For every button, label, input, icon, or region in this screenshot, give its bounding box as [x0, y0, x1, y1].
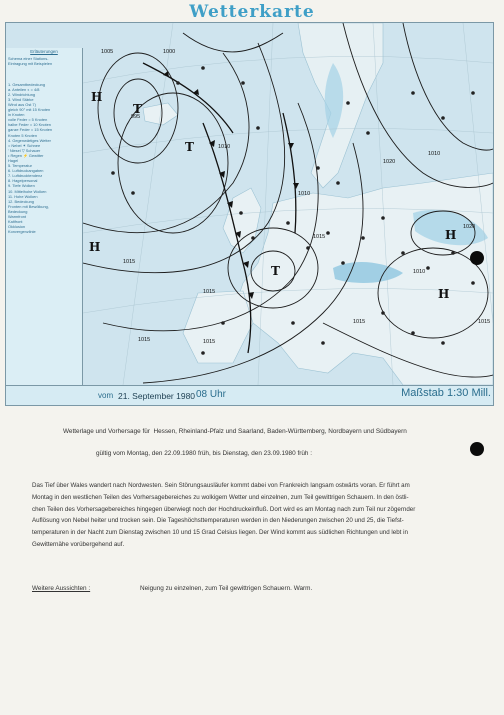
legend-line: = Nebel ✶ Schnee — [8, 142, 41, 148]
legend-line: Wind aus Ost 7) — [8, 101, 36, 107]
legend-line: ganze Feder = 15 Knoten — [8, 127, 53, 133]
pressure-label: 1015 — [203, 339, 216, 345]
pressure-label: 1020 — [463, 224, 476, 230]
legend-line: gleich 90° mit 15 Knoten — [8, 107, 51, 113]
pressure-label: 1015 — [203, 289, 216, 295]
footer-vom: vom — [98, 391, 114, 400]
legend-line: Eintragung mit Beispielen — [8, 61, 53, 67]
forecast-line: Auflösung von Nebel heiter und trocken sein. Die Tageshöchsttemperaturen werden in den Niederungen zwischen 20 und 25, die Tiefst- — [32, 517, 404, 525]
forecast-text — [32, 480, 472, 551]
high-pressure-center: H — [438, 287, 450, 301]
outlook-text: Neigung zu einzelnen, zum Teil gewittrigen Schauern. Warm. — [140, 585, 313, 592]
legend-line: Warmfront — [8, 214, 27, 219]
isobar-map — [83, 23, 493, 385]
legend-line: Hagel — [8, 157, 19, 163]
legend-line: halbe Feder = 10 Knoten — [8, 122, 51, 128]
map-date: 21. September 1980 — [118, 391, 196, 401]
map-legend — [6, 48, 83, 405]
pressure-label: 1010 — [413, 269, 426, 275]
pressure-label: 1015 — [138, 337, 151, 343]
pressure-label: 1005 — [101, 49, 114, 55]
map-title: Wetterkarte — [189, 2, 315, 22]
region-prefix: Wetterlage und Vorhersage für — [63, 428, 150, 435]
validity-line: gültig vom Montag, den 22.09.1980 früh, bis Dienstag, den 23.09.1980 früh : — [96, 450, 313, 457]
legend-line: 7. Luftdrucktendenz — [8, 173, 43, 179]
legend-line: Konvergenzlinie — [8, 229, 36, 235]
forecast-line: Gewitternähe vorübergehend auf. — [32, 540, 125, 548]
legend-line: 1. Gesamtbedeckung — [8, 81, 45, 87]
legend-heading: Erläuterungen — [30, 49, 58, 54]
legend-line: ' Niesel ▽ Schauer — [8, 147, 41, 153]
punch-hole-bottom — [470, 442, 484, 456]
legend-line: • Regen ⚡ Gewitter — [8, 152, 44, 158]
map-footer — [6, 385, 493, 406]
forecast-line: temperaturen in der Nacht zum Dienstag zwischen 10 und 15 Grad Celsius liegen. Der Wind kommt aus südlichen Richtungen und lebt in — [32, 529, 408, 537]
pressure-label: 1020 — [383, 159, 396, 165]
legend-line: Fronten mit Bewölkung, — [8, 203, 49, 209]
high-pressure-center: H — [445, 228, 457, 242]
low-pressure-center: T — [133, 102, 142, 116]
pressure-label: 1010 — [428, 151, 441, 157]
legend-line: volle Feder = 5 Knoten — [8, 117, 48, 123]
legend-line: Okklusion — [8, 224, 26, 230]
map-area — [83, 23, 493, 405]
punch-hole-top — [470, 251, 484, 265]
legend-line: Knoten 5 Knoten — [8, 132, 37, 138]
legend-line: 4. Gegenwärtiges Wetter — [8, 137, 51, 143]
legend-line: Kaltfront — [8, 219, 23, 225]
region-areas: Hessen, Rheinland-Pfalz und Saarland, Baden-Württemberg, Nordbayern und Südbayern — [153, 428, 407, 435]
pressure-label: 1010 — [298, 191, 311, 197]
high-pressure-center: H — [89, 240, 101, 254]
high-pressure-center: H — [91, 90, 103, 104]
legend-line: 11. Hohe Wolken — [8, 193, 38, 199]
pressure-label: 1010 — [218, 144, 231, 150]
forecast-line: chen Teilen des Vorhersagebereiches hingegen überwiegt noch der Hochdruckeinfluß. Dort wird es am Montag nach zum Teil nur zögernder — [32, 505, 416, 513]
low-pressure-center: T — [185, 140, 194, 154]
legend-line: 3. Wind Stärke — [8, 96, 34, 102]
legend-line: 8. Hagelpersonal — [8, 178, 38, 184]
pressure-label: 1000 — [163, 49, 176, 55]
forecast-line: Das Tief über Wales wandert nach Nordwesten. Sein Störungsausläufer kommt dabei von Frankreich langsam ostwärts voran. Er führt am — [32, 482, 410, 489]
legend-line: 6. Luftdruckangaben — [8, 168, 44, 174]
weather-map — [5, 22, 494, 406]
pressure-label: 1015 — [313, 234, 326, 240]
map-time: 08 Uhr — [196, 389, 227, 400]
legend-line: a. Anteilen ◐ = 4/8 — [8, 86, 40, 92]
legend-line: Schema einer Stations- — [8, 56, 49, 62]
legend-line: 5. Temperatur — [8, 163, 32, 169]
legend-line: 12. Bedeckung — [8, 198, 34, 204]
legend-line: 9. Tiefe Wolken — [8, 183, 35, 189]
pressure-label: 995 — [131, 114, 141, 120]
pressure-label: 1015 — [353, 319, 366, 325]
map-scale: Maßstab 1:30 Mill. — [401, 387, 491, 399]
legend-line: 10. Mittelhohe Wolken — [8, 188, 47, 194]
legend-line: Bedeckung — [8, 208, 28, 214]
outlook-label: Weitere Aussichten : — [32, 585, 91, 592]
low-pressure-center: T — [271, 264, 280, 278]
legend-lines — [6, 56, 82, 234]
legend-line: in Knoten — [8, 112, 25, 118]
forecast-region — [63, 428, 407, 435]
forecast-line: Montag in den westlichen Teilen des Vorhersagebereiches zu wolkigem Wetter und einzelnen, zum Teil gewittrigen Schauern. In den östli- — [32, 493, 409, 501]
pressure-label: 1015 — [123, 259, 136, 265]
pressure-label: 1015 — [478, 319, 491, 325]
legend-line: 2. Windrichtung — [8, 91, 36, 97]
